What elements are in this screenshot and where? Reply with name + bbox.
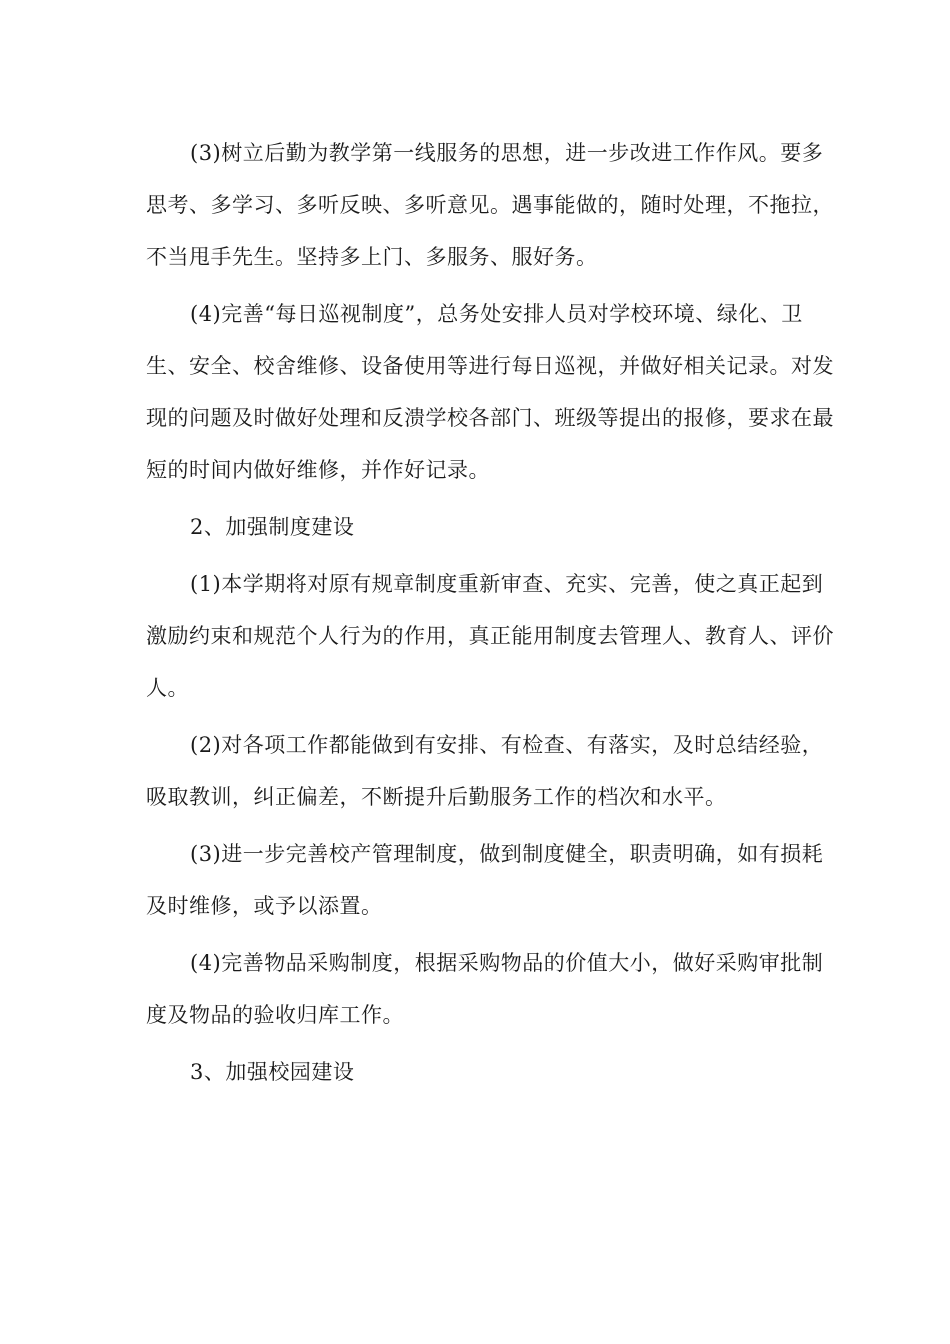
section-heading-campus-building: 3、加强校园建设 <box>190 1060 355 1084</box>
paragraph-procurement: (4)完善物品采购制度，根据采购物品的价值大小，做好采购审批制度及物品的验收归库工作。 <box>146 951 824 1027</box>
section-heading-system-building: 2、加强制度建设 <box>190 515 355 539</box>
paragraph-daily-inspection: (4)完善“每日巡视制度”，总务处安排人员对学校环境、绿化、卫生、安全、校舍维修、设备使用等进行每日巡视，并做好相关记录。对发现的问题及时做好处理和反溃学校各部门、班级等提出的报修，要求在最短的时间内做好维修，并作好记录。 <box>146 302 834 482</box>
paragraph-work-arrangement: (2)对各项工作都能做到有安排、有检查、有落实，及时总结经验，吸取教训，纠正偏差，不断提升后勤服务工作的档次和水平。 <box>146 733 824 809</box>
paragraph-asset-management: (3)进一步完善校产管理制度，做到制度健全，职责明确，如有损耗及时维修，或予以添置。 <box>146 842 824 918</box>
paragraph-service-thinking: (3)树立后勤为教学第一线服务的思想，进一步改进工作作风。要多思考、多学习、多听反映、多听意见。遇事能做的，随时处理，不拖拉，不当甩手先生。坚持多上门、多服务、服好务。 <box>146 141 834 269</box>
paragraph-rules-review: (1)本学期将对原有规章制度重新审查、充实、完善，使之真正起到激励约束和规范个人行为的作用，真正能用制度去管理人、教育人、评价人。 <box>146 572 834 700</box>
document-body <box>146 127 836 1103</box>
